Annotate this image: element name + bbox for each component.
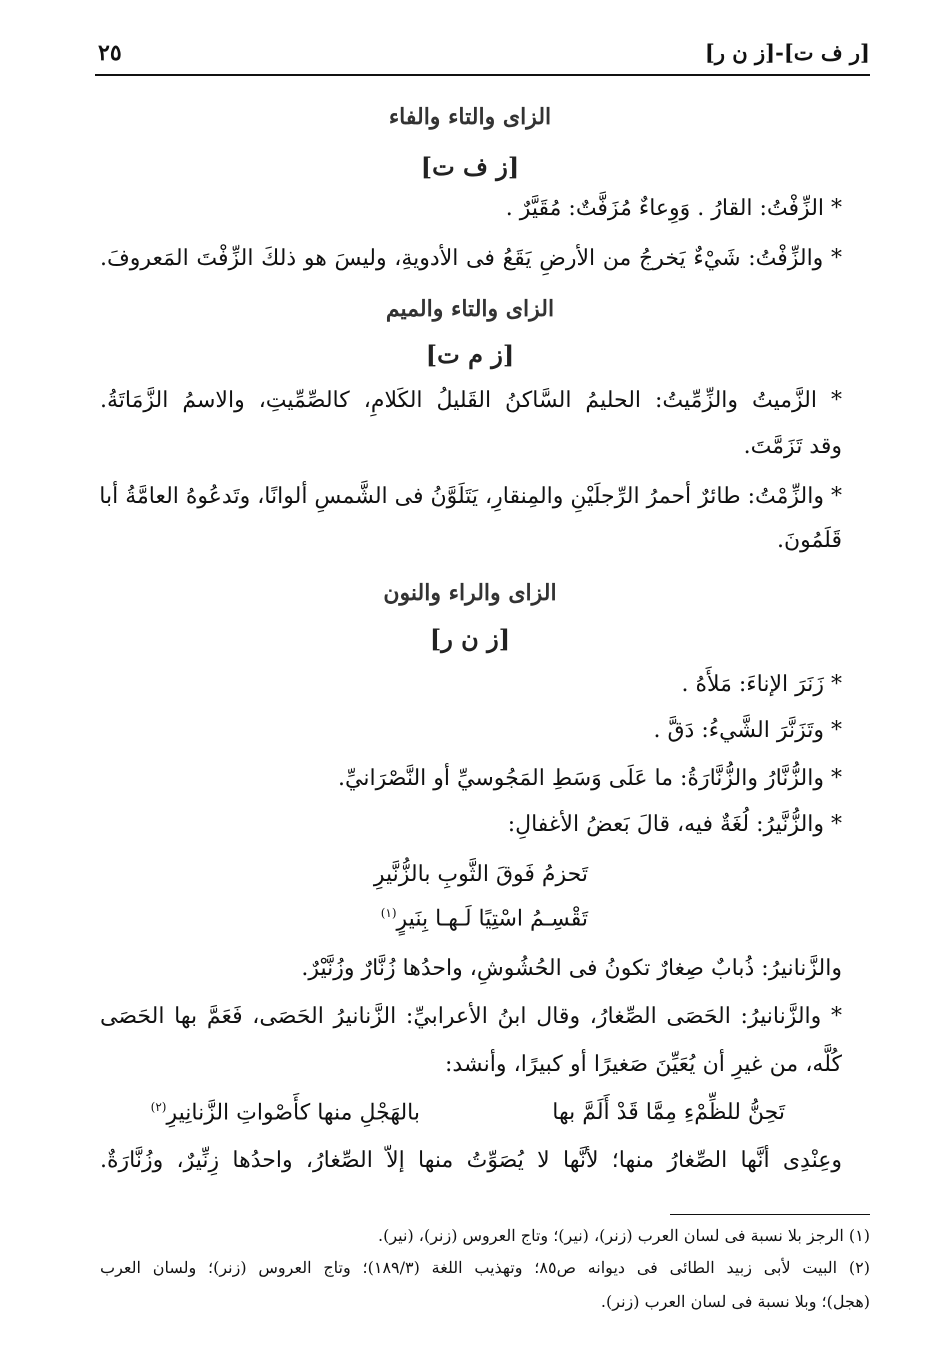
root-heading: [ز م ت] [425, 340, 515, 369]
entry-line: * والزِّفْتُ: شَيْءٌ يَخرجُ من الأرضِ يَقَعُ فى الأدويةِ، وليسَ هو ذلكَ الزِّفْتَ المَعروفَ. [100, 246, 842, 271]
verse-line: تَحزمُ فَوقَ الثَّوبِ بالزُّنَّيرِ [373, 862, 588, 887]
running-header-section: [ر ف ت]-[ز ن ر] [704, 40, 870, 65]
entry-line: * والزَّنانيرُ: الحَصَى الصِّغارُ، وقال ابنُ الأعرابيِّ: الزَّنانيرُ الحَصَى، فَعَمَّ بها الحَصَى [100, 1004, 842, 1029]
root-heading: [ز ف ت] [420, 152, 520, 181]
footnote-marker: (٢) [150, 1100, 167, 1114]
verse-text: بالهَجْلِ منها كأَصْواتِ الزَّنانِيرِ [166, 1100, 420, 1126]
footnote: (هجل)؛ وبلا نسبة فى لسان العرب (زنر). [600, 1292, 870, 1311]
entry-line: وقد تَزَمَّتَ. [743, 434, 842, 459]
entry-line: * الزِّفْتُ: القارُ . وَوِعاءٌ مُزَفَّتٌ: مُقَيَّرٌ . [505, 196, 842, 221]
verse-line [381, 906, 588, 931]
entry-line: كُلَّه، من غيرِ أن يُعَيِّنَ صَغيرًا أو كبيرًا، وأنشد: [445, 1052, 842, 1077]
entry-line: * زَنَرَ الإناءَ: مَلأَهُ . [681, 672, 842, 697]
section-heading: الزاى والراء والنون [383, 580, 557, 606]
entry-line: قَلَمُونَ. [776, 528, 842, 553]
section-heading: الزاى والتاء والفاء [388, 104, 552, 130]
section-heading: الزاى والتاء والميم [385, 296, 555, 322]
footnote-marker: (١) [380, 906, 397, 920]
header-rule [95, 74, 870, 76]
entry-line: * والزُّنَّيرُ: لُغَةٌ فيه، قالَ بَعضُ الأغفالِ: [507, 812, 842, 837]
root-heading: [ز ن ر] [429, 624, 511, 653]
footnote: (٢) البيت لأبى زبيد الطائى فى ديوانه ص٨٥؛ وتهذيب اللغة (١٨٩/٣)؛ وتاج العروس (زنر)؛ ولسان العرب [100, 1258, 871, 1277]
page-number: ٢٥ [98, 40, 122, 66]
entry-line: * وتَزَنَّرَ الشَّيءُ: دَقَّ . [653, 718, 842, 743]
verse-hemistich-first: تَحِنُّ للظِّمْءِ مِمَّا قَدْ أَلَمَّ بها [552, 1100, 785, 1125]
verse-text: تَقْسِـمُ اسْتِيًا لَـهـا بِنَيرٍ [396, 906, 588, 932]
entry-line: والزَّنانيرُ: ذُبابٌ صِغارٌ تكونُ فى الحُشُوشِ، واحدُها زُنَّارٌ وزُنَّيْرٌ. [301, 956, 842, 981]
verse-hemistich-second [151, 1100, 420, 1125]
entry-line: * الزَّميتُ والزِّمِّيتُ: الحليمُ السَّاكنُ القَليلُ الكَلامِ، كالصِّمِّيتِ، والاسمُ الزَّمَاتَةُ. [100, 388, 842, 413]
entry-line: وعِنْدِى أنَّها الصِّغارُ منها؛ لأنَّها لا يُصَوِّتُ منها إلاّ الصِّغارُ، واحدُها زِنِّيرٌ، وزُنَّارَةٌ. [100, 1148, 842, 1173]
footnote: (١) الرجز بلا نسبة فى لسان العرب (زنر)، (نير)؛ وتاج العروس (زنر)، (نير). [378, 1226, 870, 1245]
footnote-rule [670, 1214, 870, 1215]
entry-line: * والزِّمْتُ: طائرٌ أحمرُ الرِّجلَيْنِ والمِنقارِ، يَتَلَوَّنُ فى الشَّمسِ ألوانًا، وتَدعُوهُ العامَّةُ أبا [99, 484, 842, 509]
entry-line: * والزُّنَّارُ والزُّنَّارَةُ: ما عَلَى وَسَطِ المَجُوسيِّ أو النَّصْرَانيِّ. [338, 766, 842, 791]
